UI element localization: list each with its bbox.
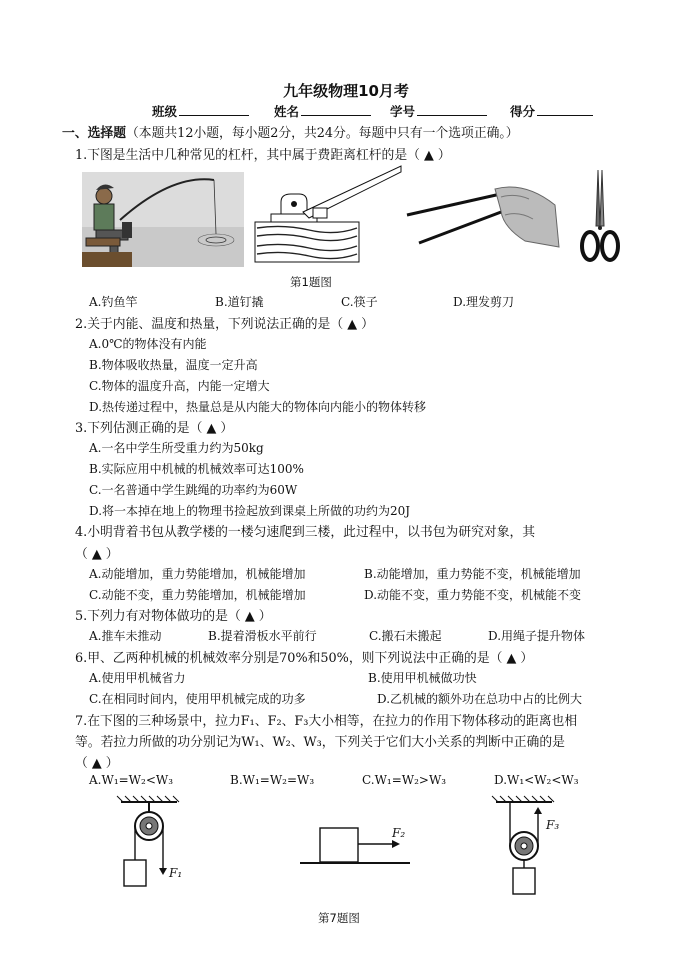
id-field	[390, 102, 487, 120]
q3-option-a[interactable]: A.一名中学生所受重力约为50kg	[89, 441, 264, 455]
name-field	[274, 102, 371, 120]
class-blank[interactable]	[179, 103, 249, 116]
scissors-figure	[580, 168, 620, 266]
section-heading: 一、选择题	[62, 126, 126, 141]
q5-option-d[interactable]: D.用绳子提升物体	[488, 629, 586, 643]
q4-option-d[interactable]: D.动能不变，重力势能不变，机械能不变	[364, 588, 582, 602]
q4-option-b[interactable]: B.动能增加，重力势能不变，机械能增加	[364, 567, 581, 581]
q1-stem: 1.下图是生活中几种常见的杠杆，其中属于费距离杠杆的是（ ▲ ）	[75, 148, 451, 163]
section-header	[62, 122, 519, 141]
q3-option-d[interactable]: D.将一本掉在地上的物理书捡起放到课桌上所做的功约为20J	[89, 504, 411, 518]
q5-option-a[interactable]: A.推车未推动	[89, 629, 162, 643]
q7-option-c[interactable]: C.W₁=W₂>W₃	[362, 773, 447, 787]
score-blank[interactable]	[537, 103, 593, 116]
q7-option-a[interactable]: A.W₁=W₂<W₃	[89, 773, 174, 787]
q7-caption: 第7题图	[318, 911, 360, 925]
q4-stem-line2: （ ▲ ）	[75, 547, 119, 562]
id-blank[interactable]	[417, 103, 487, 116]
label-f2: F₂	[392, 826, 406, 840]
q1-option-d[interactable]: D.理发剪刀	[453, 295, 515, 309]
section-instructions: （本题共12小题，每小题2分，共24分。每题中只有一个选项正确。）	[125, 126, 519, 141]
q2-option-c[interactable]: C.物体的温度升高，内能一定增大	[89, 379, 270, 393]
q6-option-d[interactable]: D.乙机械的额外功在总功中占的比例大	[377, 692, 583, 706]
chopsticks-figure	[405, 175, 560, 250]
q1-option-c[interactable]: C.筷子	[341, 295, 378, 309]
q2-option-d[interactable]: D.热传递过程中，热量总是从内能大的物体向内能小的物体转移	[89, 400, 427, 414]
fixed-pulley-figure	[115, 796, 200, 892]
q5-option-c[interactable]: C.搬石未搬起	[369, 629, 442, 643]
class-field	[152, 102, 249, 120]
movable-pulley-figure	[490, 796, 560, 896]
score-field	[510, 102, 593, 120]
q4-option-c[interactable]: C.动能不变，重力势能增加，机械能增加	[89, 588, 306, 602]
q7-option-b[interactable]: B.W₁=W₂=W₃	[230, 773, 315, 787]
q4-stem-line1: 4.小明背着书包从教学楼的一楼匀速爬到三楼，此过程中，以书包为研究对象，其	[75, 525, 536, 540]
q5-stem: 5.下列力有对物体做功的是（ ▲ ）	[75, 609, 272, 624]
q1-caption: 第1题图	[290, 275, 332, 289]
id-label: 学号	[390, 104, 416, 119]
q6-option-b[interactable]: B.使用甲机械做功快	[368, 671, 477, 685]
score-label: 得分	[510, 104, 536, 119]
q7-stem-line1: 7.在下图的三种场景中，拉力F₁、F₂、F₃大小相等，在拉力的作用下物体移动的距离也相	[75, 714, 578, 729]
q7-option-d[interactable]: D.W₁<W₂<W₃	[494, 773, 579, 787]
q6-stem: 6.甲、乙两种机械的机械效率分别是70%和50%，则下列说法中正确的是（ ▲ ）	[75, 651, 534, 666]
q7-stem-line3: （ ▲ ）	[75, 756, 119, 771]
q3-stem: 3.下列估测正确的是（ ▲ ）	[75, 421, 234, 436]
crowbar-figure	[253, 166, 403, 266]
name-blank[interactable]	[301, 103, 371, 116]
q6-option-c[interactable]: C.在相同时间内，使用甲机械完成的功多	[89, 692, 306, 706]
name-label: 姓名	[274, 104, 300, 119]
q5-option-b[interactable]: B.提着滑板水平前行	[208, 629, 317, 643]
q4-option-a[interactable]: A.动能增加，重力势能增加，机械能增加	[89, 567, 306, 581]
q1-option-a[interactable]: A.钓鱼竿	[89, 295, 138, 309]
q7-stem-line2: 等。若拉力所做的功分别记为W₁、W₂、W₃，下列关于它们大小关系的判断中正确的是	[75, 735, 565, 750]
q3-option-c[interactable]: C.一名普通中学生跳绳的功率约为60W	[89, 483, 298, 497]
q3-option-b[interactable]: B.实际应用中机械的机械效率可达100%	[89, 462, 304, 476]
q2-stem: 2.关于内能、温度和热量，下列说法正确的是（ ▲ ）	[75, 317, 374, 332]
fishing-rod-figure	[82, 172, 244, 267]
q2-option-a[interactable]: A.0℃的物体没有内能	[89, 337, 207, 351]
label-f3: F₃	[546, 818, 560, 832]
q6-option-a[interactable]: A.使用甲机械省力	[89, 671, 186, 685]
q2-option-b[interactable]: B.物体吸收热量，温度一定升高	[89, 358, 258, 372]
label-f1: F₁	[169, 866, 183, 880]
q1-option-b[interactable]: B.道钉撬	[215, 295, 264, 309]
exam-title: 九年级物理10月考	[283, 82, 409, 100]
class-label: 班级	[152, 104, 178, 119]
